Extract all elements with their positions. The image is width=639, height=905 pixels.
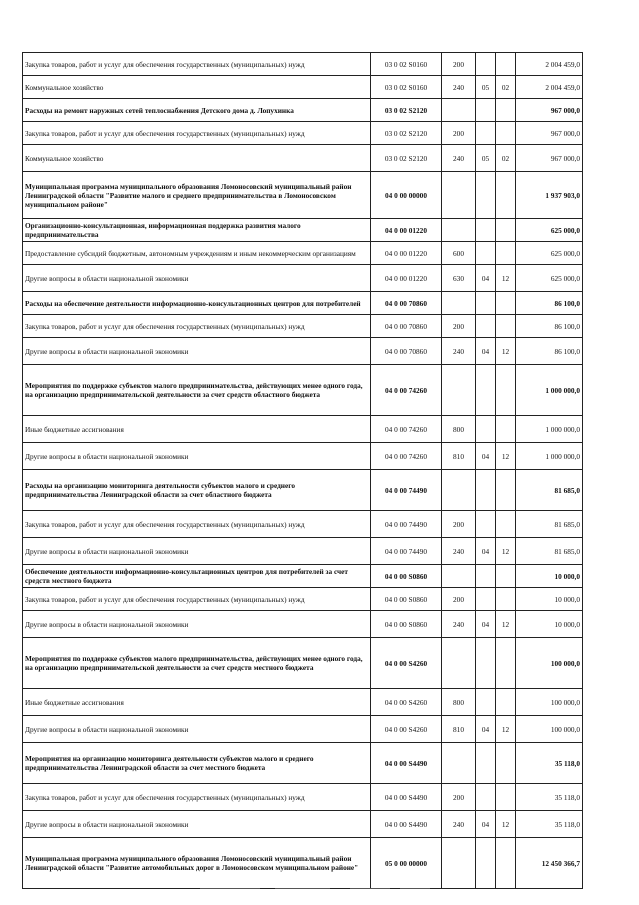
table-row <box>23 611 583 638</box>
row-amount: 625 000,0 <box>516 219 583 242</box>
row-amount: 86 100,0 <box>516 338 583 365</box>
row-amount: 86 100,0 <box>516 292 583 315</box>
row-name: Мероприятия по поддержке субъектов малого предпринимательства, действующих менее одного года, на организацию предпринимательской деятельности за счет средств областного бюджета <box>23 365 371 416</box>
row-amount: 100 000,0 <box>516 689 583 716</box>
row-subsection <box>496 511 516 538</box>
row-subsection <box>496 470 516 511</box>
row-expense-type: 240 <box>442 811 476 838</box>
row-target-code: 05 0 00 00000 <box>371 838 442 889</box>
table-row <box>23 172 583 219</box>
row-subsection <box>496 122 516 145</box>
row-section: 04 <box>476 716 496 743</box>
row-expense-type <box>442 219 476 242</box>
table-row <box>23 265 583 292</box>
row-target-code: 04 0 00 00000 <box>371 172 442 219</box>
row-amount: 12 450 366,7 <box>516 838 583 889</box>
row-subsection <box>496 784 516 811</box>
row-name: Коммунальное хозяйство <box>23 76 371 99</box>
row-section <box>476 292 496 315</box>
row-subsection: 12 <box>496 338 516 365</box>
row-section <box>476 53 496 76</box>
row-target-code: 03 0 02 S2120 <box>371 122 442 145</box>
row-amount: 2 004 459,0 <box>516 76 583 99</box>
row-name: Другие вопросы в области национальной экономики <box>23 811 371 838</box>
row-section <box>476 219 496 242</box>
row-amount: 1 937 903,0 <box>516 172 583 219</box>
row-expense-type <box>442 292 476 315</box>
row-name: Мероприятия по поддержке субъектов малого предпринимательства, действующих менее одного года, на организацию предпринимательской деятельности за счет средств местного бюджета <box>23 638 371 689</box>
row-target-code: 04 0 00 S4260 <box>371 689 442 716</box>
row-section <box>476 315 496 338</box>
table-row <box>23 53 583 76</box>
row-target-code: 04 0 00 01220 <box>371 242 442 265</box>
table-row <box>23 122 583 145</box>
row-section <box>476 365 496 416</box>
row-amount: 100 000,0 <box>516 638 583 689</box>
row-amount: 1 000 000,0 <box>516 443 583 470</box>
row-target-code: 04 0 00 74260 <box>371 365 442 416</box>
row-target-code: 04 0 00 74490 <box>371 538 442 565</box>
row-expense-type: 600 <box>442 242 476 265</box>
row-section: 04 <box>476 443 496 470</box>
row-expense-type: 800 <box>442 689 476 716</box>
row-section <box>476 838 496 889</box>
table-row <box>23 470 583 511</box>
table-row <box>23 443 583 470</box>
scan-mark <box>400 888 430 889</box>
row-expense-type <box>442 365 476 416</box>
row-name: Расходы на организацию мониторинга деятельности субъектов малого и среднего предпринимательства Ленинградской области за счет областного бюджета <box>23 470 371 511</box>
table-row <box>23 338 583 365</box>
row-amount: 35 118,0 <box>516 743 583 784</box>
row-expense-type <box>442 99 476 122</box>
scan-mark <box>350 888 390 889</box>
row-subsection <box>496 172 516 219</box>
row-amount: 967 000,0 <box>516 145 583 172</box>
row-subsection <box>496 365 516 416</box>
row-name: Закупка товаров, работ и услуг для обеспечения государственных (муниципальных) нужд <box>23 315 371 338</box>
row-name: Мероприятия на организацию мониторинга деятельности субъектов малого и среднего предпринимательства Ленинградской области за счет местного бюджета <box>23 743 371 784</box>
row-name: Другие вопросы в области национальной экономики <box>23 538 371 565</box>
row-section <box>476 99 496 122</box>
row-name: Предоставление субсидий бюджетным, автономным учреждениям и иным некоммерческим организациям <box>23 242 371 265</box>
table-row <box>23 538 583 565</box>
row-amount: 35 118,0 <box>516 784 583 811</box>
row-expense-type: 800 <box>442 416 476 443</box>
row-name: Иные бюджетные ассигнования <box>23 689 371 716</box>
row-subsection: 12 <box>496 538 516 565</box>
row-target-code: 04 0 00 01220 <box>371 219 442 242</box>
row-target-code: 04 0 00 70860 <box>371 315 442 338</box>
row-target-code: 04 0 00 74490 <box>371 511 442 538</box>
row-name: Другие вопросы в области национальной экономики <box>23 338 371 365</box>
row-subsection: 12 <box>496 265 516 292</box>
row-target-code: 04 0 00 S4490 <box>371 784 442 811</box>
row-target-code: 03 0 02 S0160 <box>371 76 442 99</box>
row-section <box>476 470 496 511</box>
table-row <box>23 511 583 538</box>
row-expense-type: 810 <box>442 716 476 743</box>
row-expense-type <box>442 470 476 511</box>
row-expense-type: 240 <box>442 338 476 365</box>
row-name: Муниципальная программа муниципального образования Ломоносовский муниципальный район Ленинградской области "Развитие малого и среднего предпринимательства в Ломоносовском муниципальном районе" <box>23 172 371 219</box>
row-name: Расходы на обеспечение деятельности информационно-консультационных центров для потребителей <box>23 292 371 315</box>
table-row <box>23 365 583 416</box>
row-target-code: 04 0 00 70860 <box>371 292 442 315</box>
table-row <box>23 565 583 588</box>
row-expense-type: 200 <box>442 588 476 611</box>
row-amount: 81 685,0 <box>516 511 583 538</box>
row-name: Другие вопросы в области национальной экономики <box>23 716 371 743</box>
row-name: Закупка товаров, работ и услуг для обеспечения государственных (муниципальных) нужд <box>23 122 371 145</box>
row-subsection <box>496 242 516 265</box>
row-subsection: 12 <box>496 716 516 743</box>
table-row <box>23 99 583 122</box>
row-name: Иные бюджетные ассигнования <box>23 416 371 443</box>
row-target-code: 04 0 00 74490 <box>371 470 442 511</box>
table-row <box>23 416 583 443</box>
row-expense-type: 200 <box>442 122 476 145</box>
table-row <box>23 638 583 689</box>
row-section <box>476 242 496 265</box>
table-row <box>23 76 583 99</box>
table-row <box>23 292 583 315</box>
row-name: Закупка товаров, работ и услуг для обеспечения государственных (муниципальных) нужд <box>23 53 371 76</box>
row-amount: 10 000,0 <box>516 588 583 611</box>
row-expense-type <box>442 638 476 689</box>
row-amount: 2 004 459,0 <box>516 53 583 76</box>
row-subsection: 12 <box>496 811 516 838</box>
row-subsection <box>496 315 516 338</box>
row-amount: 86 100,0 <box>516 315 583 338</box>
row-amount: 1 000 000,0 <box>516 365 583 416</box>
row-expense-type: 240 <box>442 76 476 99</box>
table-row <box>23 716 583 743</box>
row-amount: 35 118,0 <box>516 811 583 838</box>
row-expense-type: 200 <box>442 511 476 538</box>
row-amount: 625 000,0 <box>516 242 583 265</box>
row-section: 05 <box>476 145 496 172</box>
row-subsection <box>496 416 516 443</box>
row-section: 04 <box>476 538 496 565</box>
row-subsection: 02 <box>496 76 516 99</box>
row-section <box>476 416 496 443</box>
row-name: Другие вопросы в области национальной экономики <box>23 611 371 638</box>
row-expense-type: 200 <box>442 315 476 338</box>
row-subsection: 12 <box>496 611 516 638</box>
row-subsection <box>496 99 516 122</box>
row-section: 04 <box>476 265 496 292</box>
table-row <box>23 784 583 811</box>
row-target-code: 04 0 00 74260 <box>371 416 442 443</box>
row-section <box>476 172 496 219</box>
budget-table <box>22 52 583 889</box>
row-section <box>476 565 496 588</box>
table-row <box>23 689 583 716</box>
row-section: 04 <box>476 338 496 365</box>
row-section <box>476 122 496 145</box>
row-name: Организационно-консультационная, информационная поддержка развития малого предпринимательства <box>23 219 371 242</box>
row-expense-type: 240 <box>442 145 476 172</box>
row-target-code: 04 0 00 74260 <box>371 443 442 470</box>
row-subsection <box>496 292 516 315</box>
row-section <box>476 638 496 689</box>
row-expense-type: 810 <box>442 443 476 470</box>
row-expense-type: 240 <box>442 538 476 565</box>
row-target-code: 04 0 00 S4490 <box>371 811 442 838</box>
row-expense-type <box>442 838 476 889</box>
row-name: Другие вопросы в области национальной экономики <box>23 265 371 292</box>
row-subsection <box>496 689 516 716</box>
table-row <box>23 811 583 838</box>
table-row <box>23 315 583 338</box>
table-row <box>23 588 583 611</box>
row-expense-type <box>442 172 476 219</box>
row-expense-type: 630 <box>442 265 476 292</box>
row-expense-type: 200 <box>442 784 476 811</box>
row-amount: 1 000 000,0 <box>516 416 583 443</box>
row-target-code: 04 0 00 S4260 <box>371 638 442 689</box>
row-name: Обеспечение деятельности информационно-консультационных центров для потребителей за счет средств местного бюджета <box>23 565 371 588</box>
row-target-code: 04 0 00 S0860 <box>371 565 442 588</box>
row-section <box>476 743 496 784</box>
scan-marks <box>200 888 440 892</box>
row-name: Муниципальная программа муниципального образования Ломоносовский муниципальный район Ленинградской области "Развитие автомобильных дорог в Ломоносовском муниципальном районе" <box>23 838 371 889</box>
row-subsection: 12 <box>496 443 516 470</box>
row-subsection <box>496 743 516 784</box>
row-subsection: 02 <box>496 145 516 172</box>
table-row <box>23 145 583 172</box>
table-row <box>23 242 583 265</box>
row-amount: 625 000,0 <box>516 265 583 292</box>
row-target-code: 04 0 00 S4260 <box>371 716 442 743</box>
row-amount: 10 000,0 <box>516 565 583 588</box>
row-section: 04 <box>476 811 496 838</box>
row-expense-type <box>442 565 476 588</box>
scan-mark <box>275 888 330 889</box>
row-target-code: 04 0 00 S4490 <box>371 743 442 784</box>
table-row <box>23 838 583 889</box>
row-amount: 100 000,0 <box>516 716 583 743</box>
row-target-code: 04 0 00 70860 <box>371 338 442 365</box>
row-amount: 967 000,0 <box>516 122 583 145</box>
row-expense-type <box>442 743 476 784</box>
row-subsection <box>496 638 516 689</box>
row-amount: 81 685,0 <box>516 470 583 511</box>
row-name: Другие вопросы в области национальной экономики <box>23 443 371 470</box>
row-name: Расходы на ремонт наружных сетей теплоснабжения Детского дома д. Лопухинка <box>23 99 371 122</box>
row-subsection <box>496 565 516 588</box>
row-target-code: 04 0 00 S0860 <box>371 611 442 638</box>
row-amount: 10 000,0 <box>516 611 583 638</box>
row-section: 05 <box>476 76 496 99</box>
row-section <box>476 511 496 538</box>
row-section <box>476 689 496 716</box>
row-section: 04 <box>476 611 496 638</box>
row-subsection <box>496 219 516 242</box>
row-subsection <box>496 53 516 76</box>
row-subsection <box>496 588 516 611</box>
row-section <box>476 588 496 611</box>
row-name: Коммунальное хозяйство <box>23 145 371 172</box>
row-name: Закупка товаров, работ и услуг для обеспечения государственных (муниципальных) нужд <box>23 588 371 611</box>
row-name: Закупка товаров, работ и услуг для обеспечения государственных (муниципальных) нужд <box>23 784 371 811</box>
row-name: Закупка товаров, работ и услуг для обеспечения государственных (муниципальных) нужд <box>23 511 371 538</box>
table-row <box>23 743 583 784</box>
row-section <box>476 784 496 811</box>
row-target-code: 03 0 02 S0160 <box>371 53 442 76</box>
scan-mark <box>200 888 260 889</box>
row-target-code: 03 0 02 S2120 <box>371 99 442 122</box>
row-amount: 81 685,0 <box>516 538 583 565</box>
row-target-code: 03 0 02 S2120 <box>371 145 442 172</box>
table-row <box>23 219 583 242</box>
row-expense-type: 200 <box>442 53 476 76</box>
row-target-code: 04 0 00 01220 <box>371 265 442 292</box>
row-expense-type: 240 <box>442 611 476 638</box>
row-target-code: 04 0 00 S0860 <box>371 588 442 611</box>
row-amount: 967 000,0 <box>516 99 583 122</box>
row-subsection <box>496 838 516 889</box>
